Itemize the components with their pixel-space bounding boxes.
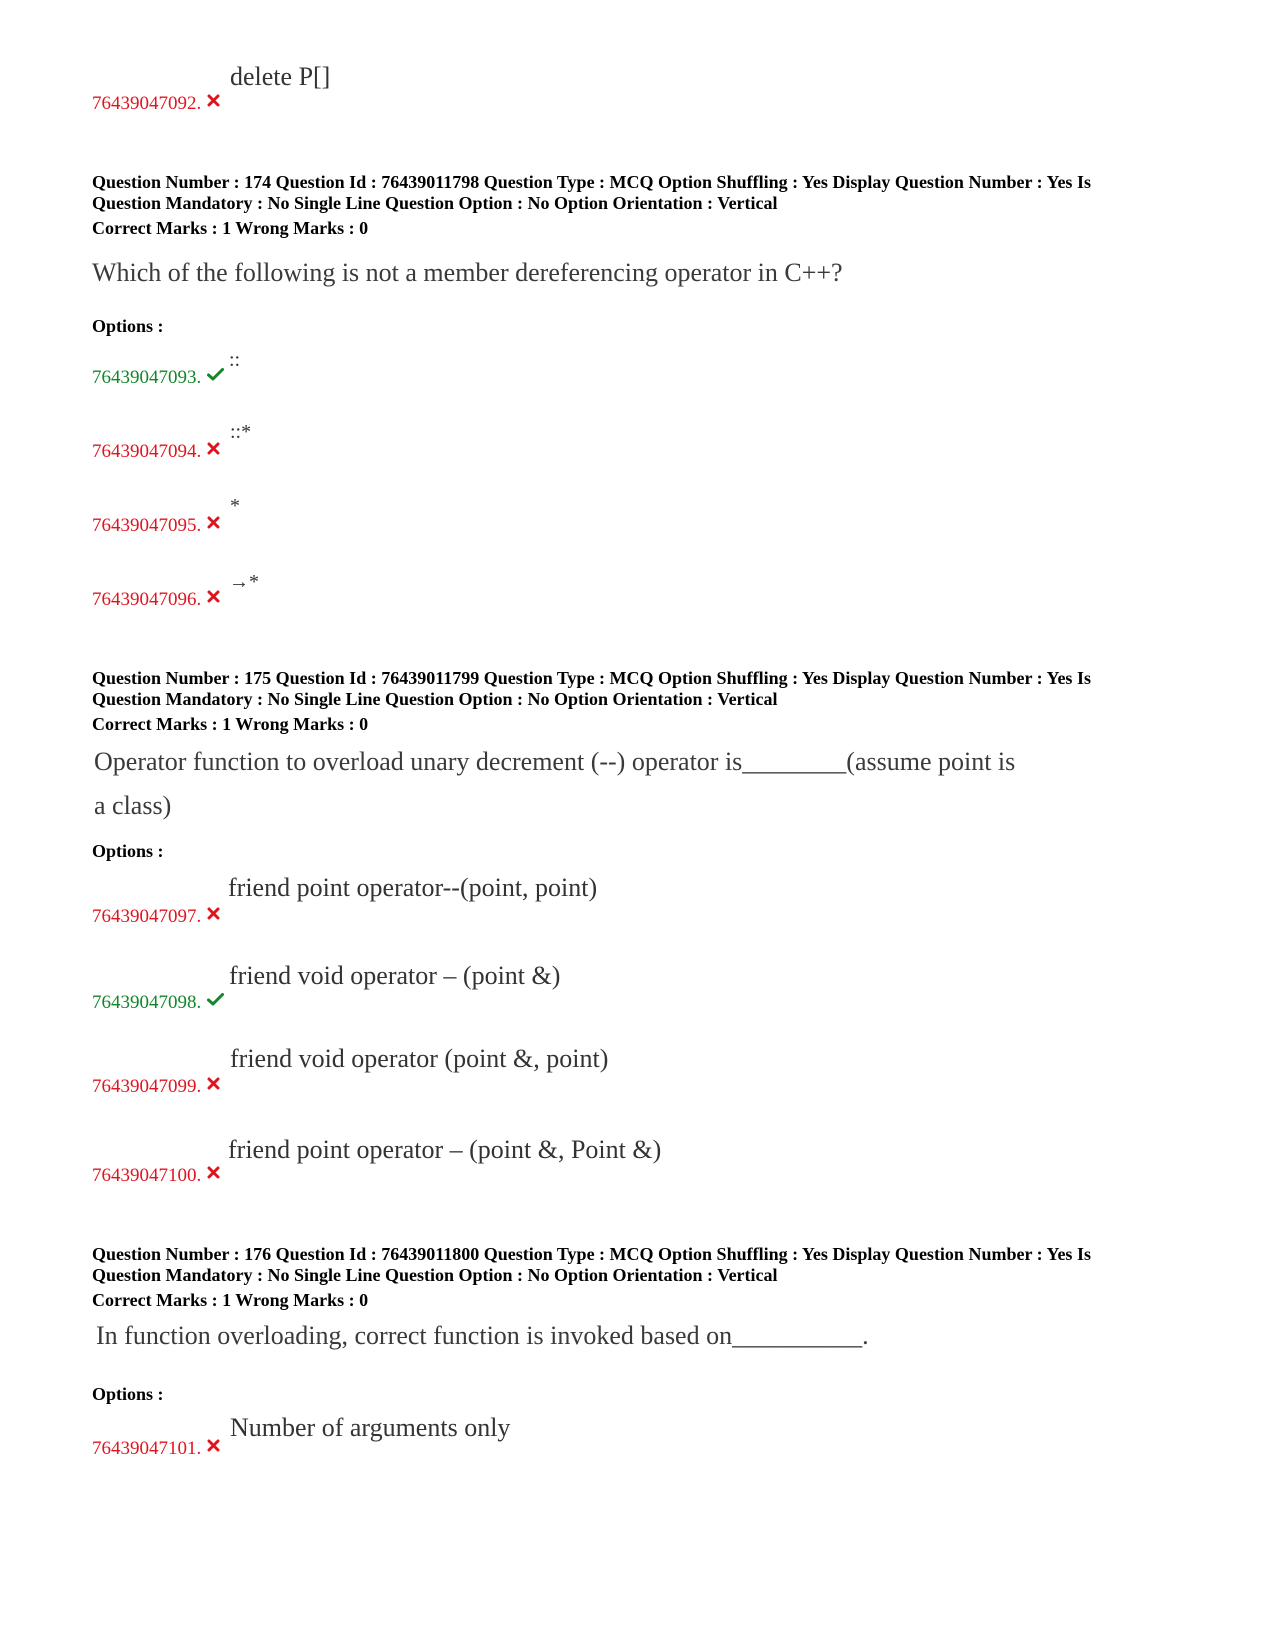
option-text: * — [230, 495, 240, 517]
option-id — [92, 589, 220, 611]
option-id-label: 76439047095. — [92, 515, 202, 536]
options-label: Options : — [92, 1384, 164, 1404]
option-id — [92, 367, 224, 389]
option-id — [92, 441, 220, 463]
option-id-label: 76439047093. — [92, 367, 202, 388]
wrong-cross-icon — [207, 516, 220, 529]
option-text: friend void operator – (point &) — [229, 961, 561, 990]
option-text: friend void operator (point &, point) — [230, 1044, 609, 1073]
option-text: →* — [229, 571, 259, 593]
option-text: :: — [229, 349, 241, 371]
question-meta-line2: Question Mandatory : No Single Line Question Option : No Option Orientation : Vertical — [92, 1265, 778, 1285]
question-meta-line1: Question Number : 175 Question Id : 76439011799 Question Type : MCQ Option Shuffling : Yes Display Question Number : Yes Is — [92, 668, 1091, 688]
question-meta-line1: Question Number : 174 Question Id : 76439011798 Question Type : MCQ Option Shuffling : Yes Display Question Number : Yes Is — [92, 172, 1091, 192]
option-id-label: 76439047098. — [92, 992, 202, 1013]
question-meta-line1: Question Number : 176 Question Id : 76439011800 Question Type : MCQ Option Shuffling : Yes Display Question Number : Yes Is — [92, 1244, 1091, 1264]
option-text: Number of arguments only — [230, 1413, 511, 1442]
option-id-label: 76439047097. — [92, 906, 202, 927]
option-id-label: 76439047101. — [92, 1438, 202, 1459]
option-id-label: 76439047100. — [92, 1165, 202, 1186]
options-label: Options : — [92, 841, 164, 861]
question-marks: Correct Marks : 1 Wrong Marks : 0 — [92, 1290, 369, 1310]
option-id-label: 76439047096. — [92, 589, 202, 610]
wrong-cross-icon — [207, 442, 220, 455]
option-id — [92, 93, 220, 115]
option-text: ::* — [230, 421, 252, 443]
question-meta-line2: Question Mandatory : No Single Line Question Option : No Option Orientation : Vertical — [92, 193, 778, 213]
option-id — [92, 1438, 220, 1460]
option-id — [92, 1165, 220, 1187]
wrong-cross-icon — [207, 590, 220, 603]
option-id — [92, 1076, 220, 1098]
option-id-label: 76439047094. — [92, 441, 202, 462]
correct-check-icon — [207, 368, 224, 381]
option-text: delete P[] — [230, 62, 331, 91]
question-marks: Correct Marks : 1 Wrong Marks : 0 — [92, 218, 369, 238]
option-id — [92, 515, 220, 537]
question-text: Operator function to overload unary decrement (--) operator is________(assume point is — [94, 747, 1016, 776]
correct-check-icon — [207, 993, 224, 1006]
wrong-cross-icon — [207, 1439, 220, 1452]
wrong-cross-icon — [207, 1077, 220, 1090]
question-text: In function overloading, correct function is invoked based on__________. — [96, 1321, 869, 1350]
question-meta-line2: Question Mandatory : No Single Line Question Option : No Option Orientation : Vertical — [92, 689, 778, 709]
option-id — [92, 992, 224, 1014]
option-text: friend point operator – (point &, Point &) — [228, 1135, 662, 1164]
question-text-continued: a class) — [94, 791, 172, 820]
wrong-cross-icon — [207, 907, 220, 920]
options-label: Options : — [92, 316, 164, 336]
option-id-label: 76439047092. — [92, 93, 202, 114]
question-text: Which of the following is not a member dereferencing operator in C++? — [92, 258, 843, 287]
question-marks: Correct Marks : 1 Wrong Marks : 0 — [92, 714, 369, 734]
option-text: friend point operator--(point, point) — [228, 873, 598, 902]
wrong-cross-icon — [207, 1166, 220, 1179]
wrong-cross-icon — [207, 94, 220, 107]
option-id — [92, 906, 220, 928]
option-id-label: 76439047099. — [92, 1076, 202, 1097]
